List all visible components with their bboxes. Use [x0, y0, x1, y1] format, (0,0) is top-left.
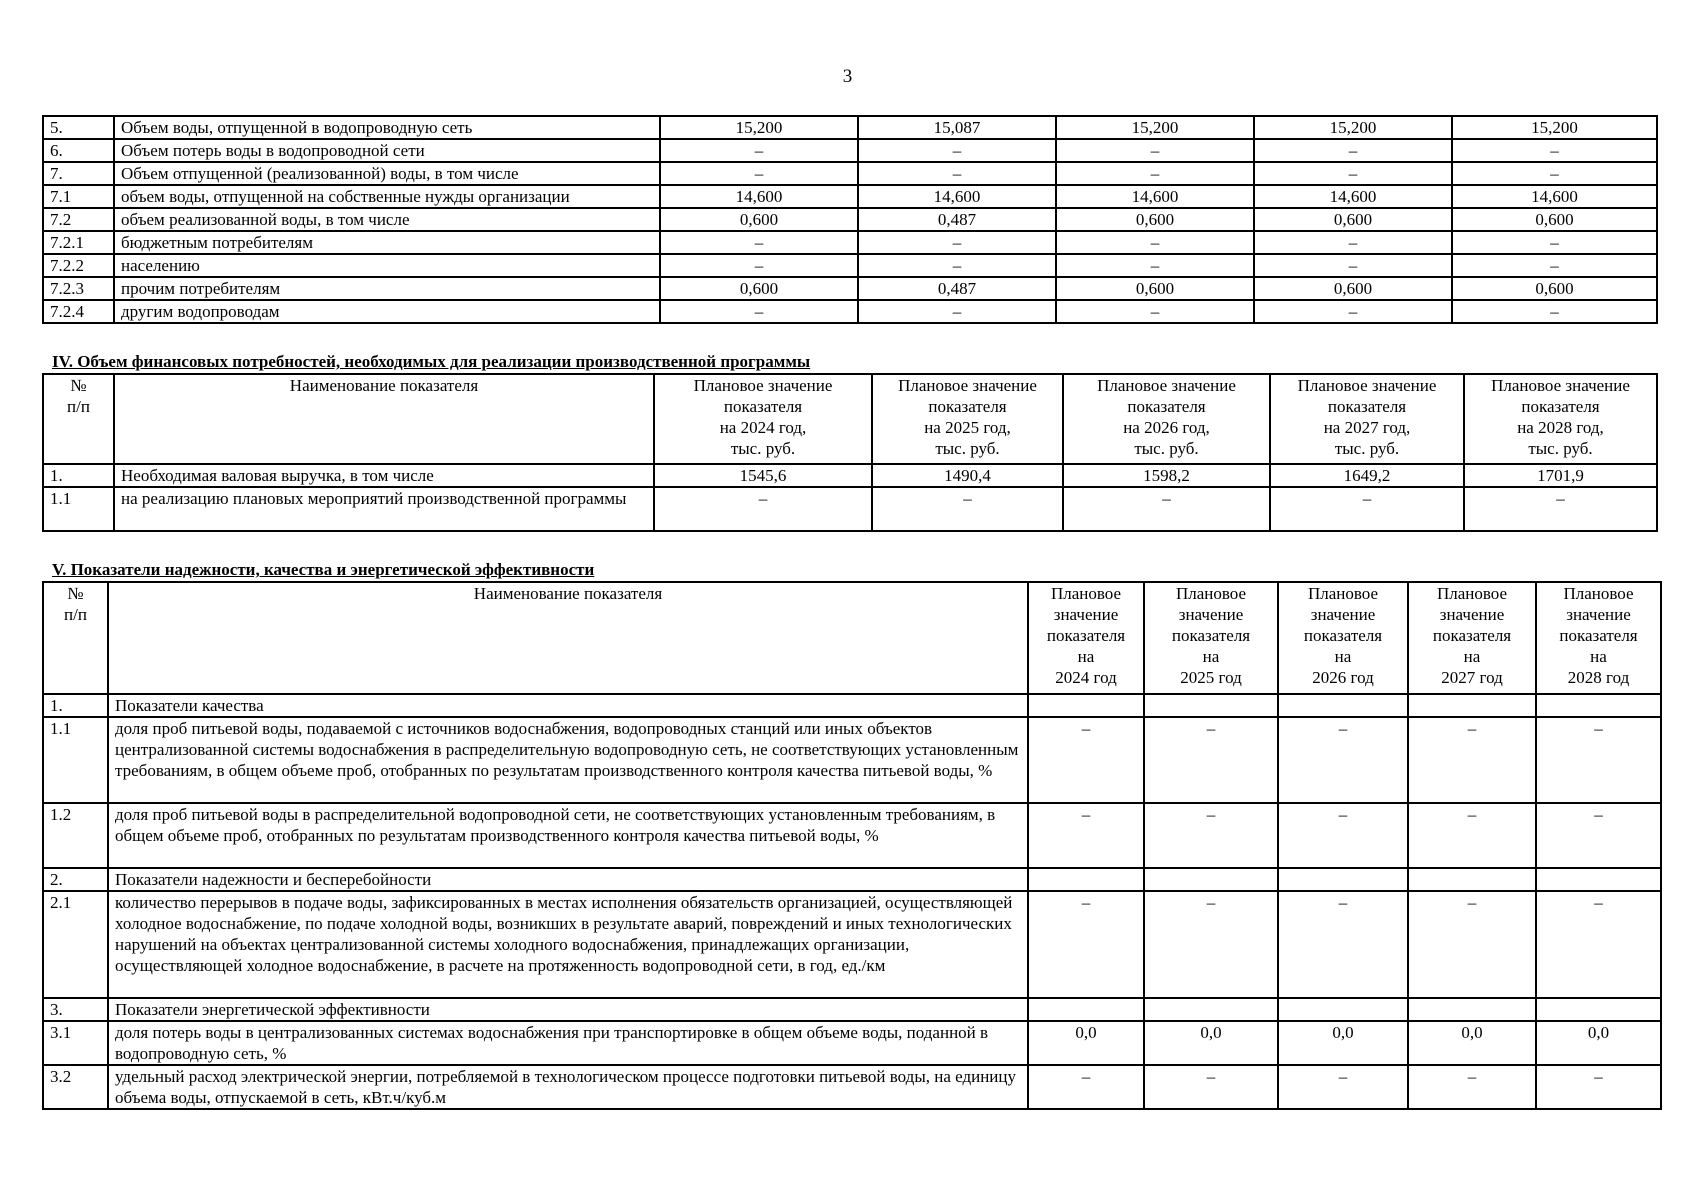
header-year-2027: Плановое значение показателя на 2027 год, тыс. руб.	[1270, 374, 1464, 464]
value-cell	[1536, 998, 1661, 1021]
value-cell: –	[1270, 487, 1464, 531]
value-cell: –	[1408, 803, 1536, 868]
value-cell: –	[1464, 487, 1657, 531]
value-cell: 0,0	[1408, 1021, 1536, 1065]
table-row	[43, 464, 1657, 487]
value-cell: 15,200	[660, 116, 858, 139]
header-year-2027: Плановое значение показателя на 2027 год	[1408, 582, 1536, 694]
header-year-2028: Плановое значение показателя на 2028 год, тыс. руб.	[1464, 374, 1657, 464]
value-cell: –	[1254, 254, 1452, 277]
indicator-name: объем воды, отпущенной на собственные нужды организации	[114, 185, 660, 208]
header-indicator-name: Наименование показателя	[114, 374, 654, 464]
table-row	[43, 487, 1657, 531]
value-cell: 0,600	[1056, 277, 1254, 300]
table-row	[43, 803, 1661, 868]
value-cell: 1701,9	[1464, 464, 1657, 487]
row-number: 1.1	[43, 487, 114, 531]
value-cell: 0,0	[1536, 1021, 1661, 1065]
value-cell: 14,600	[1056, 185, 1254, 208]
indicator-name: населению	[114, 254, 660, 277]
value-cell: –	[1254, 300, 1452, 323]
indicator-name: Объем отпущенной (реализованной) воды, в том числе	[114, 162, 660, 185]
value-cell: 0,487	[858, 277, 1056, 300]
value-cell	[1536, 868, 1661, 891]
value-cell: –	[654, 487, 872, 531]
reliability-quality-table	[42, 581, 1662, 1110]
table-row	[43, 300, 1657, 323]
value-cell: –	[1408, 891, 1536, 998]
value-cell: 15,200	[1452, 116, 1657, 139]
value-cell: –	[1408, 717, 1536, 803]
indicator-name: Объем воды, отпущенной в водопроводную сеть	[114, 116, 660, 139]
table-row	[43, 139, 1657, 162]
value-cell: –	[858, 254, 1056, 277]
value-cell: –	[1028, 717, 1144, 803]
table-row	[43, 185, 1657, 208]
value-cell: –	[1278, 717, 1408, 803]
value-cell: –	[1254, 231, 1452, 254]
value-cell: –	[1536, 1065, 1661, 1109]
value-cell: 0,600	[1452, 208, 1657, 231]
value-cell	[1144, 694, 1278, 717]
table-row	[43, 1065, 1661, 1109]
row-number: 3.1	[43, 1021, 108, 1065]
header-year-2025: Плановое значение показателя на 2025 год	[1144, 582, 1278, 694]
table-row	[43, 208, 1657, 231]
value-cell: 14,600	[858, 185, 1056, 208]
row-number: 1.	[43, 694, 108, 717]
value-cell: 14,600	[1254, 185, 1452, 208]
value-cell: –	[1536, 803, 1661, 868]
value-cell: 0,600	[1452, 277, 1657, 300]
value-cell: –	[1452, 139, 1657, 162]
value-cell: –	[858, 162, 1056, 185]
table-row	[43, 277, 1657, 300]
value-cell: 1649,2	[1270, 464, 1464, 487]
value-cell: –	[1278, 891, 1408, 998]
value-cell: –	[1144, 803, 1278, 868]
indicator-name: Показатели энергетической эффективности	[108, 998, 1028, 1021]
value-cell: –	[1278, 1065, 1408, 1109]
header-year-2025: Плановое значение показателя на 2025 год, тыс. руб.	[872, 374, 1063, 464]
value-cell: –	[660, 162, 858, 185]
section-5-title: V. Показатели надежности, качества и энергетической эффективности	[52, 560, 595, 579]
row-number: 3.2	[43, 1065, 108, 1109]
header-year-2026: Плановое значение показателя на 2026 год, тыс. руб.	[1063, 374, 1270, 464]
value-cell: 0,600	[1254, 277, 1452, 300]
value-cell: –	[858, 231, 1056, 254]
table-row	[43, 1021, 1661, 1065]
value-cell: –	[1028, 1065, 1144, 1109]
value-cell: –	[1056, 254, 1254, 277]
value-cell: –	[660, 139, 858, 162]
value-cell: –	[1028, 891, 1144, 998]
value-cell: –	[1254, 162, 1452, 185]
value-cell: –	[660, 231, 858, 254]
value-cell: –	[1536, 717, 1661, 803]
table-row	[43, 254, 1657, 277]
value-cell: 14,600	[660, 185, 858, 208]
table-row	[43, 998, 1661, 1021]
row-number: 1.1	[43, 717, 108, 803]
value-cell: 15,087	[858, 116, 1056, 139]
header-num: № п/п	[43, 582, 108, 694]
value-cell: –	[660, 254, 858, 277]
indicator-name: бюджетным потребителям	[114, 231, 660, 254]
value-cell: 15,200	[1254, 116, 1452, 139]
value-cell: 0,487	[858, 208, 1056, 231]
value-cell: –	[858, 139, 1056, 162]
value-cell: –	[1254, 139, 1452, 162]
value-cell	[1408, 868, 1536, 891]
indicator-name: количество перерывов в подаче воды, зафиксированных в местах исполнения обязательств организацией, осуществляющей холодное водоснабжение, по подаче холодной воды, возникших в результате аварий, повреждений и иных технологических нарушений на объектах централизованной системы холодного водоснабжения, принадлежащих организации, осуществляющей холодное водоснабжение, в расчете на протяженность водопроводной сети, в год, ед./км	[108, 891, 1028, 998]
value-cell: 0,600	[660, 208, 858, 231]
value-cell: 0,600	[1056, 208, 1254, 231]
value-cell: 14,600	[1452, 185, 1657, 208]
indicator-name: Показатели качества	[108, 694, 1028, 717]
value-cell	[1028, 998, 1144, 1021]
section-4-title: IV. Объем финансовых потребностей, необходимых для реализации производственной программы	[52, 352, 811, 371]
header-year-2026: Плановое значение показателя на 2026 год	[1278, 582, 1408, 694]
value-cell: –	[1144, 891, 1278, 998]
value-cell: 0,600	[1254, 208, 1452, 231]
indicator-name: доля проб питьевой воды в распределительной водопроводной сети, не соответствующих установленным требованиям, в общем объеме проб, отобранных по результатам производственного контроля качества питьевой воды, %	[108, 803, 1028, 868]
table-row	[43, 162, 1657, 185]
value-cell	[1028, 868, 1144, 891]
value-cell: –	[858, 300, 1056, 323]
value-cell	[1144, 998, 1278, 1021]
value-cell: 1598,2	[1063, 464, 1270, 487]
value-cell: –	[1452, 231, 1657, 254]
indicator-name: доля потерь воды в централизованных системах водоснабжения при транспортировке в общем объеме воды, поданной в водопроводную сеть, %	[108, 1021, 1028, 1065]
page-number: 3	[842, 66, 853, 87]
row-number: 3.	[43, 998, 108, 1021]
header-indicator-name: Наименование показателя	[108, 582, 1028, 694]
row-number: 2.1	[43, 891, 108, 998]
row-number: 7.2.1	[43, 231, 114, 254]
header-num: № п/п	[43, 374, 114, 464]
row-number: 7.2.3	[43, 277, 114, 300]
value-cell: –	[1028, 803, 1144, 868]
table-row	[43, 231, 1657, 254]
value-cell: –	[872, 487, 1063, 531]
value-cell: –	[1144, 1065, 1278, 1109]
header-year-2028: Плановое значение показателя на 2028 год	[1536, 582, 1661, 694]
value-cell: 0,0	[1144, 1021, 1278, 1065]
row-number: 5.	[43, 116, 114, 139]
indicator-name: другим водопроводам	[114, 300, 660, 323]
value-cell: –	[1278, 803, 1408, 868]
value-cell	[1028, 694, 1144, 717]
value-cell: –	[1408, 1065, 1536, 1109]
value-cell	[1408, 998, 1536, 1021]
value-cell	[1144, 868, 1278, 891]
value-cell	[1278, 998, 1408, 1021]
indicator-name: Показатели надежности и бесперебойности	[108, 868, 1028, 891]
row-number: 7.1	[43, 185, 114, 208]
indicator-name: объем реализованной воды, в том числе	[114, 208, 660, 231]
indicator-name: прочим потребителям	[114, 277, 660, 300]
row-number: 7.2.4	[43, 300, 114, 323]
value-cell: –	[1056, 162, 1254, 185]
indicator-name: Объем потерь воды в водопроводной сети	[114, 139, 660, 162]
value-cell: –	[1056, 231, 1254, 254]
value-cell: 1490,4	[872, 464, 1063, 487]
value-cell: 0,0	[1278, 1021, 1408, 1065]
value-cell	[1278, 694, 1408, 717]
value-cell	[1278, 868, 1408, 891]
table-row	[43, 694, 1661, 717]
value-cell: 0,0	[1028, 1021, 1144, 1065]
value-cell: –	[1056, 300, 1254, 323]
table-row	[43, 116, 1657, 139]
financial-needs-table	[42, 373, 1658, 532]
indicator-name: Необходимая валовая выручка, в том числе	[114, 464, 654, 487]
indicator-name: доля проб питьевой воды, подаваемой с источников водоснабжения, водопроводных станций или иных объектов централизованной системы водоснабжения в распределительную водопроводную сеть, не соответствующих установленным требованиям, в общем объеме проб, отобранных по результатам производственного контроля качества питьевой воды, %	[108, 717, 1028, 803]
value-cell	[1408, 694, 1536, 717]
value-cell: –	[660, 300, 858, 323]
value-cell: –	[1536, 891, 1661, 998]
indicator-name: на реализацию плановых мероприятий производственной программы	[114, 487, 654, 531]
table-header-row	[43, 374, 1657, 464]
value-cell: –	[1056, 139, 1254, 162]
value-cell: –	[1452, 162, 1657, 185]
table-header-row	[43, 582, 1661, 694]
value-cell: 0,600	[660, 277, 858, 300]
indicator-name: удельный расход электрической энергии, потребляемой в технологическом процессе подготовки питьевой воды, на единицу объема воды, отпускаемой в сеть, кВт.ч/куб.м	[108, 1065, 1028, 1109]
row-number: 1.	[43, 464, 114, 487]
table-row	[43, 717, 1661, 803]
value-cell: –	[1452, 300, 1657, 323]
row-number: 7.2	[43, 208, 114, 231]
row-number: 7.	[43, 162, 114, 185]
water-volume-table	[42, 115, 1658, 324]
value-cell: 15,200	[1056, 116, 1254, 139]
table-row	[43, 891, 1661, 998]
value-cell: 1545,6	[654, 464, 872, 487]
value-cell: –	[1452, 254, 1657, 277]
row-number: 7.2.2	[43, 254, 114, 277]
header-year-2024: Плановое значение показателя на 2024 год	[1028, 582, 1144, 694]
row-number: 1.2	[43, 803, 108, 868]
value-cell: –	[1144, 717, 1278, 803]
row-number: 6.	[43, 139, 114, 162]
value-cell: –	[1063, 487, 1270, 531]
row-number: 2.	[43, 868, 108, 891]
value-cell	[1536, 694, 1661, 717]
header-year-2024: Плановое значение показателя на 2024 год, тыс. руб.	[654, 374, 872, 464]
table-row	[43, 868, 1661, 891]
